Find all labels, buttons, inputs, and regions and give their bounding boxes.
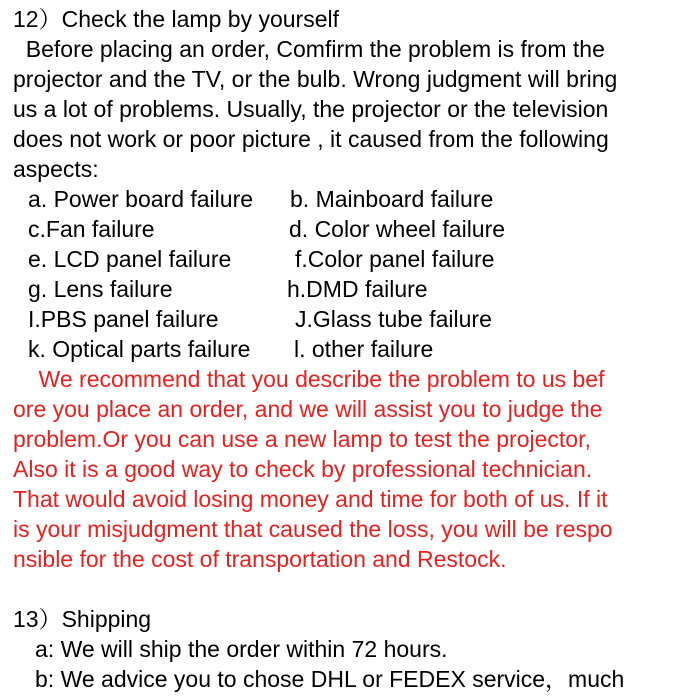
failure-item: g. Lens failure (28, 276, 173, 302)
failure-item: f.Color panel failure (295, 246, 495, 272)
failure-item: h.DMD failure (287, 276, 428, 302)
notice-line: Also it is a good way to check by professional technician. (13, 456, 593, 482)
failure-item: I.PBS panel failure (28, 306, 219, 332)
failure-item: a. Power board failure (28, 186, 254, 212)
notice-line: We recommend that you describe the problem to us bef (13, 366, 605, 392)
intro-line: Before placing an order, Comfirm the problem is from the (13, 36, 605, 62)
notice-line: problem.Or you can use a new lamp to test the projector, (13, 426, 591, 452)
notice-line: nsible for the cost of transportation and Restock. (13, 546, 507, 572)
failure-item: k. Optical parts failure (28, 336, 251, 362)
failure-item: l. other failure (294, 336, 434, 362)
notice-line: is your misjudgment that caused the loss, you will be respo (13, 516, 613, 542)
intro-line: us a lot of problems. Usually, the projector or the television (13, 96, 609, 122)
intro-line: does not work or poor picture , it caused from the following (13, 126, 609, 152)
intro-line: projector and the TV, or the bulb. Wrong judgment will bring (13, 66, 618, 92)
failure-item: e. LCD panel failure (28, 246, 232, 272)
intro-line: aspects: (13, 156, 99, 182)
failure-item: b. Mainboard failure (290, 186, 494, 212)
notice-line: That would avoid losing money and time for both of us. If it (13, 486, 608, 512)
section-13-heading: 13）Shipping (13, 606, 152, 632)
section-12-heading: 12）Check the lamp by yourself (13, 6, 339, 32)
notice-line: ore you place an order, and we will assist you to judge the (13, 396, 603, 422)
shipping-item: b: We advice you to chose DHL or FEDEX service，much (35, 666, 625, 692)
failure-item: d. Color wheel failure (289, 216, 506, 242)
failure-item: c.Fan failure (28, 216, 155, 242)
shipping-item: a: We will ship the order within 72 hours. (35, 636, 448, 662)
failure-item: J.Glass tube failure (295, 306, 492, 332)
